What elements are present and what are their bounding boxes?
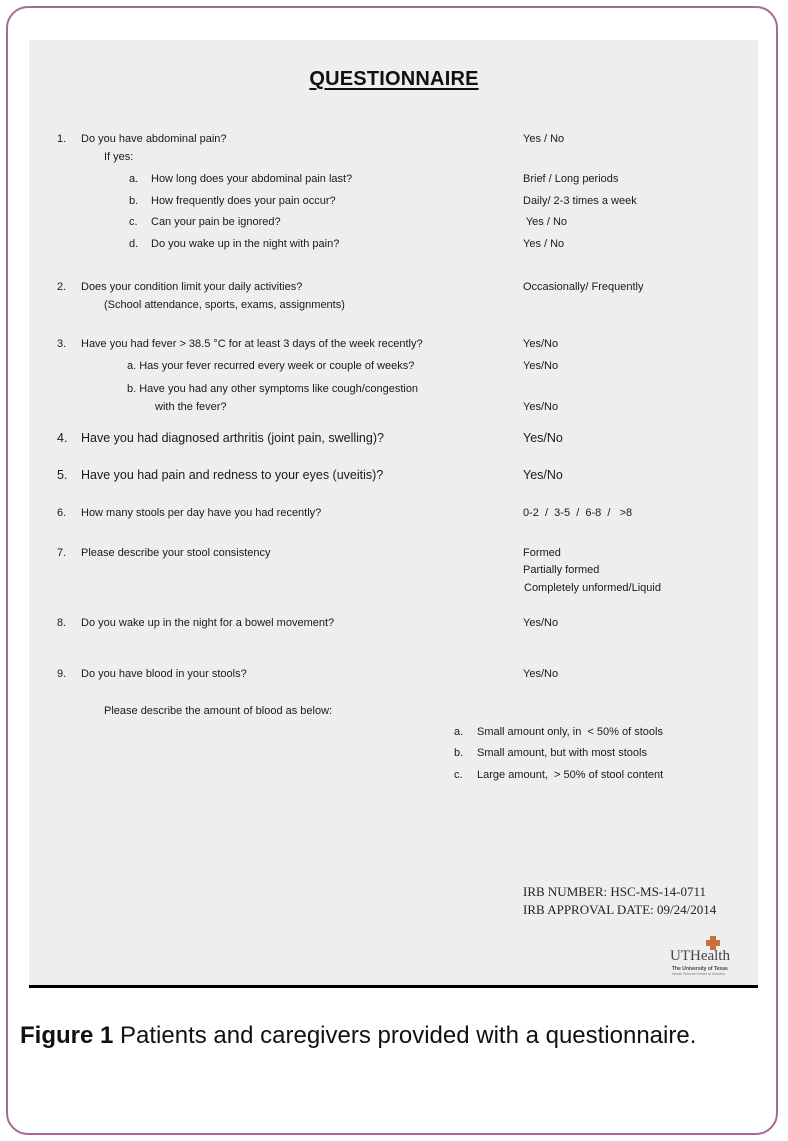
figure-caption xyxy=(20,1018,766,1054)
question-4-answer: Yes/No xyxy=(523,431,563,445)
question-2-note: (School attendance, sports, exams, assignments) xyxy=(104,299,345,311)
question-7-number: 7. xyxy=(57,547,67,559)
question-2-text: Does your condition limit your daily activities? xyxy=(81,281,303,293)
logo-name: UTHealth xyxy=(670,948,730,964)
question-8-number: 8. xyxy=(57,617,67,629)
question-7-text: Please describe your stool consistency xyxy=(81,547,271,559)
figure-label: Figure 1 xyxy=(20,1022,114,1049)
question-9-answer: Yes/No xyxy=(523,668,559,680)
uthealth-logo xyxy=(668,936,740,980)
document-title: QUESTIONNAIRE xyxy=(309,68,479,90)
question-3b-text-cont: with the fever? xyxy=(155,401,227,413)
question-1a-letter: a. xyxy=(129,173,139,185)
question-1d-answer: Yes / No xyxy=(523,238,565,250)
question-5-number: 5. xyxy=(57,468,68,482)
question-9-text: Do you have blood in your stools? xyxy=(81,668,247,680)
blood-option-b-letter: b. xyxy=(454,747,464,759)
question-3a-text: a. Has your fever recurred every week or couple of weeks? xyxy=(127,360,415,372)
question-3a-answer: Yes/No xyxy=(523,360,559,372)
question-1c-answer: Yes / No xyxy=(523,216,568,228)
irb-approval-date: IRB APPROVAL DATE: 09/24/2014 xyxy=(523,902,717,917)
logo-subtitle-1: The University of Texas xyxy=(672,966,728,972)
question-9-prompt: Please describe the amount of blood as below: xyxy=(104,705,333,717)
question-1b-letter: b. xyxy=(129,195,139,207)
question-7-answer-2: Partially formed xyxy=(523,564,600,576)
question-1-number: 1. xyxy=(57,133,67,145)
question-3-number: 3. xyxy=(57,338,67,350)
question-1-if-yes: If yes: xyxy=(104,151,134,163)
question-8-answer: Yes/No xyxy=(523,617,559,629)
figure-caption-text: Patients and caregivers provided with a questionnaire. xyxy=(113,1022,697,1049)
question-1c-letter: c. xyxy=(129,216,138,228)
blood-option-c-letter: c. xyxy=(454,769,463,781)
question-2-answer: Occasionally/ Frequently xyxy=(523,281,644,293)
question-9-number: 9. xyxy=(57,668,67,680)
question-3-answer: Yes/No xyxy=(523,338,559,350)
question-7-answer-3: Completely unformed/Liquid xyxy=(524,582,661,594)
question-1b-answer: Daily/ 2-3 times a week xyxy=(523,195,637,207)
question-4-number: 4. xyxy=(57,431,68,445)
blood-option-a-letter: a. xyxy=(454,726,464,738)
blood-option-b-text: Small amount, but with most stools xyxy=(477,747,647,759)
question-5-answer: Yes/No xyxy=(523,468,563,482)
question-6-text: How many stools per day have you had recently? xyxy=(81,507,322,519)
question-1a-text: How long does your abdominal pain last? xyxy=(151,173,353,185)
question-1a-answer: Brief / Long periods xyxy=(523,173,619,185)
question-1d-text: Do you wake up in the night with pain? xyxy=(151,238,340,250)
document-bottom-rule xyxy=(29,985,758,988)
blood-option-a-text: Small amount only, in < 50% of stools xyxy=(477,726,663,738)
logo-subtitle-2: Health Science Center at Houston xyxy=(672,972,725,976)
question-3b-text: b. Have you had any other symptoms like cough/congestion xyxy=(127,383,419,395)
question-6-answer: 0-2 / 3-5 / 6-8 / >8 xyxy=(523,507,633,519)
question-5-text: Have you had pain and redness to your eyes (uveitis)? xyxy=(81,468,384,482)
question-3-text: Have you had fever > 38.5 °C for at least 3 days of the week recently? xyxy=(81,338,423,350)
question-6-number: 6. xyxy=(57,507,67,519)
question-4-text: Have you had diagnosed arthritis (joint pain, swelling)? xyxy=(81,431,384,445)
irb-number: IRB NUMBER: HSC-MS-14-0711 xyxy=(523,884,706,899)
blood-option-c-text: Large amount, > 50% of stool content xyxy=(477,769,664,781)
question-7-answer-1: Formed xyxy=(523,547,561,559)
question-1d-letter: d. xyxy=(129,238,139,250)
question-1b-text: How frequently does your pain occur? xyxy=(151,195,336,207)
question-8-text: Do you wake up in the night for a bowel movement? xyxy=(81,617,335,629)
question-3b-answer: Yes/No xyxy=(523,401,559,413)
question-1-answer: Yes / No xyxy=(523,133,565,145)
question-2-number: 2. xyxy=(57,281,67,293)
question-1c-text: Can your pain be ignored? xyxy=(151,216,281,228)
question-1-text: Do you have abdominal pain? xyxy=(81,133,227,145)
